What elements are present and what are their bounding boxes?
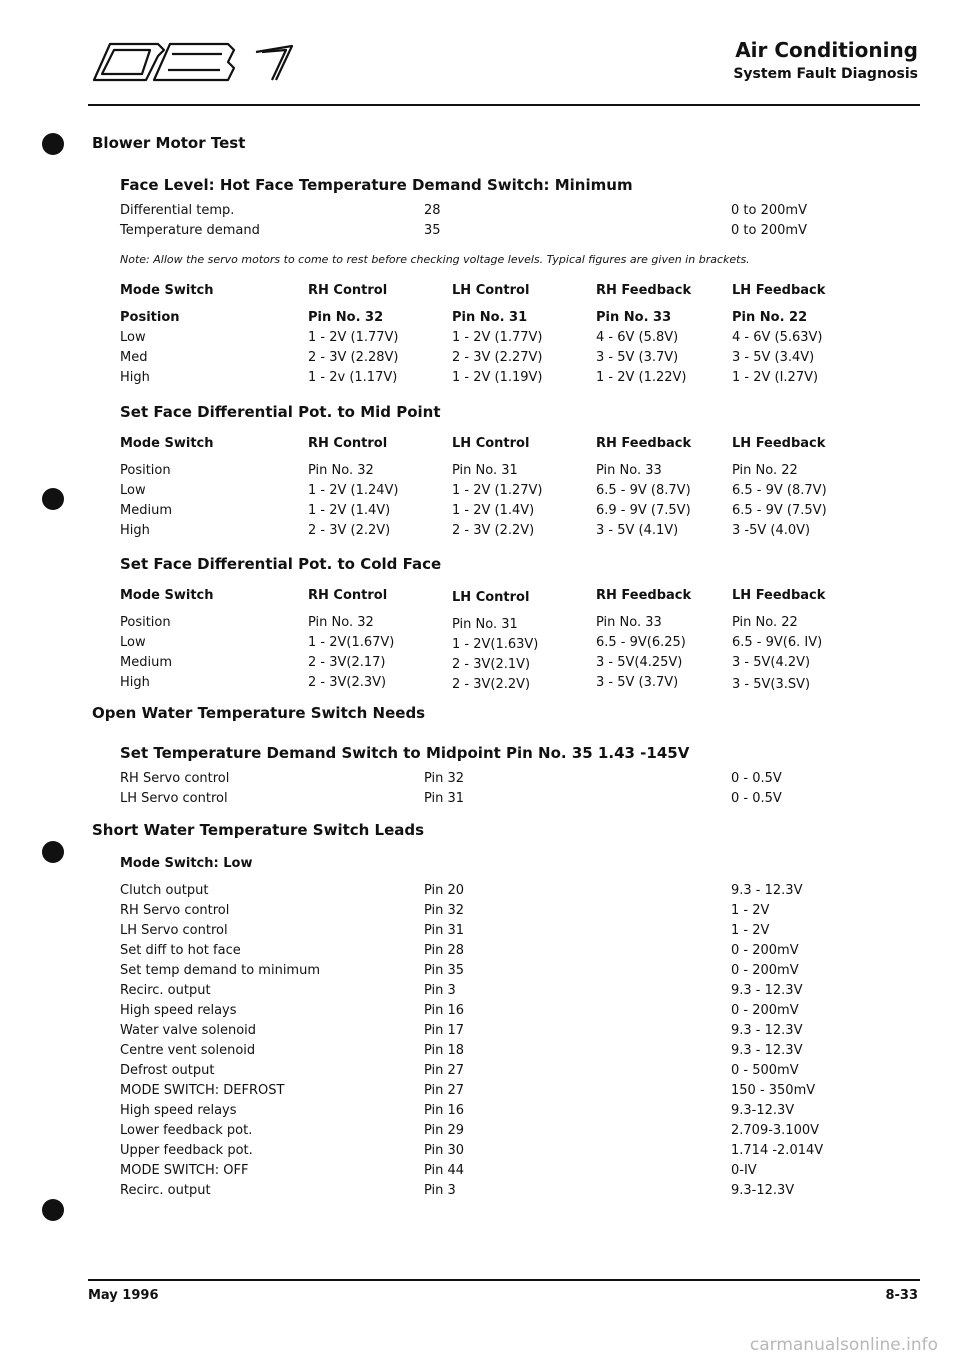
table-cell: High [120,370,150,385]
item-label: Lower feedback pot. [120,1123,253,1138]
item-value: 0 - 200mV [731,963,799,978]
col-rh-feedback: RH Feedback [596,283,692,298]
table-cell: 2 - 3V (2.2V) [308,523,391,538]
item-value: 0 - 0.5V [731,791,782,806]
item-value: 9.3 - 12.3V [731,883,803,898]
item-value: 0-IV [731,1163,757,1178]
col-lh-feedback: LH Feedback [732,588,826,603]
rh-feedback-pin: Pin No. 33 [596,310,672,325]
header-rule [88,104,920,106]
face-level-pin: 35 [424,223,441,238]
table-cell: 6.5 - 9V(6.25) [596,635,686,650]
table-cell: 2 - 3V (2.28V) [308,350,399,365]
col-rh-feedback: RH Feedback [596,588,692,603]
section-title: Air Conditioning [735,38,918,62]
rh-control-pin: Pin No. 32 [308,310,384,325]
item-value: 150 - 350mV [731,1083,816,1098]
table-cell: 3 - 5V (4.1V) [596,523,679,538]
item-pin: Pin 3 [424,983,456,998]
item-pin: Pin 18 [424,1043,465,1058]
binder-hole [42,133,64,155]
item-label: Defrost output [120,1063,215,1078]
table-cell: 3 - 5V(4.25V) [596,655,683,670]
table-cell: 6.5 - 9V (7.5V) [732,503,827,518]
table-cell: 1 - 2V (1.77V) [452,330,543,345]
col-mode-switch: Mode Switch [120,588,214,603]
lh-feedback-pin: Pin No. 22 [732,310,808,325]
item-pin: Pin 35 [424,963,465,978]
table-cell: 3 - 5V (3.4V) [732,350,815,365]
lh-feedback-pin: Pin No. 22 [732,463,798,478]
item-pin: Pin 32 [424,903,465,918]
item-pin: Pin 44 [424,1163,465,1178]
col-rh-feedback: RH Feedback [596,436,692,451]
item-value: 9.3 - 12.3V [731,983,803,998]
item-value: 1 - 2V [731,903,770,918]
col-lh-feedback: LH Feedback [732,436,826,451]
section-subtitle: System Fault Diagnosis [733,66,918,82]
table-cell: 1 - 2V (1.27V) [452,483,543,498]
table-cell: High [120,675,150,690]
item-value: 2.709-3.100V [731,1123,820,1138]
face-level-value: 0 to 200mV [731,223,807,238]
col-lh-control: LH Control [452,436,530,451]
item-label: Recirc. output [120,983,211,998]
item-label: RH Servo control [120,903,230,918]
table-cell: 1 - 2V (1.19V) [452,370,543,385]
binder-hole [42,841,64,863]
col-mode-switch: Mode Switch [120,436,214,451]
table-cell: Medium [120,655,172,670]
item-label: Upper feedback pot. [120,1143,253,1158]
table-cell: 3 - 5V (3.7V) [596,675,679,690]
col-rh-control: RH Control [308,588,388,603]
item-label: RH Servo control [120,771,230,786]
item-pin: Pin 16 [424,1103,465,1118]
table-cell: 3 - 5V(4.2V) [732,655,811,670]
item-pin: Pin 27 [424,1063,465,1078]
lh-control-pin: Pin No. 31 [452,463,518,478]
col-rh-control: RH Control [308,283,388,298]
table-cell: Med [120,350,148,365]
item-value: 9.3-12.3V [731,1183,795,1198]
item-pin: Pin 30 [424,1143,465,1158]
item-value: 1 - 2V [731,923,770,938]
table-cell: 6.9 - 9V (7.5V) [596,503,691,518]
table-cell: 1 - 2V(1.63V) [452,637,539,652]
table-cell: Low [120,483,146,498]
item-value: 9.3-12.3V [731,1103,795,1118]
item-label: High speed relays [120,1003,237,1018]
table-cell: 6.5 - 9V(6. IV) [732,635,823,650]
rh-control-pin: Pin No. 32 [308,463,374,478]
item-label: Set diff to hot face [120,943,241,958]
footer-date: May 1996 [88,1288,159,1303]
position-label: Position [120,310,180,325]
db7-logo [88,40,348,84]
cold-face-heading: Set Face Differential Pot. to Cold Face [120,555,442,573]
table-cell: 1 - 2V (1.24V) [308,483,399,498]
position-label: Position [120,615,171,630]
item-label: Set temp demand to minimum [120,963,321,978]
table-cell: 4 - 6V (5.63V) [732,330,823,345]
lh-feedback-pin: Pin No. 22 [732,615,798,630]
page-number: 8-33 [885,1288,918,1303]
table-cell: High [120,523,150,538]
item-pin: Pin 31 [424,923,465,938]
item-value: 0 - 500mV [731,1063,799,1078]
item-label: Clutch output [120,883,209,898]
table-cell: Low [120,330,146,345]
table-cell: 1 - 2V (1.4V) [308,503,391,518]
item-pin: Pin 17 [424,1023,465,1038]
footer-rule [88,1279,920,1281]
binder-hole [42,1199,64,1221]
table-cell: 1 - 2V (1.77V) [308,330,399,345]
watermark: carmanualsonline.info [749,1335,938,1355]
table-cell: Low [120,635,146,650]
face-level-label: Differential temp. [120,203,235,218]
item-pin: Pin 27 [424,1083,465,1098]
lh-control-pin: Pin No. 31 [452,617,518,632]
binder-hole [42,488,64,510]
table-cell: Medium [120,503,172,518]
table-cell: 3 - 5V(3.SV) [732,677,811,692]
table-cell: 2 - 3V (2.27V) [452,350,543,365]
table-cell: 6.5 - 9V (8.7V) [596,483,691,498]
item-pin: Pin 32 [424,771,465,786]
item-pin: Pin 3 [424,1183,456,1198]
lh-control-pin: Pin No. 31 [452,310,528,325]
item-label: High speed relays [120,1103,237,1118]
item-label: LH Servo control [120,791,228,806]
col-rh-control: RH Control [308,436,388,451]
open-water-heading: Open Water Temperature Switch Needs [92,704,426,722]
face-level-value: 0 to 200mV [731,203,807,218]
position-label: Position [120,463,171,478]
rh-feedback-pin: Pin No. 33 [596,463,662,478]
item-pin: Pin 29 [424,1123,465,1138]
item-label: MODE SWITCH: DEFROST [120,1083,285,1098]
table-cell: 2 - 3V(2.1V) [452,657,531,672]
table-cell: 2 - 3V(2.3V) [308,675,387,690]
item-label: Water valve solenoid [120,1023,257,1038]
table-cell: 1 - 2V (I.27V) [732,370,819,385]
mode-low-heading: Mode Switch: Low [120,856,253,871]
item-value: 9.3 - 12.3V [731,1023,803,1038]
table-cell: 2 - 3V (2.2V) [452,523,535,538]
short-water-heading: Short Water Temperature Switch Leads [92,821,425,839]
table-cell: 3 - 5V (3.7V) [596,350,679,365]
table-cell: 1 - 2v (1.17V) [308,370,398,385]
item-label: Centre vent solenoid [120,1043,256,1058]
table-cell: 1 - 2V(1.67V) [308,635,395,650]
face-level-pin: 28 [424,203,441,218]
mid-point-heading: Set Face Differential Pot. to Mid Point [120,403,441,421]
rh-control-pin: Pin No. 32 [308,615,374,630]
item-pin: Pin 31 [424,791,465,806]
set-temp-heading: Set Temperature Demand Switch to Midpoint Pin No. 35 1.43 -145V [120,744,690,762]
col-lh-control: LH Control [452,283,530,298]
item-label: MODE SWITCH: OFF [120,1163,249,1178]
table-cell: 6.5 - 9V (8.7V) [732,483,827,498]
col-lh-control: LH Control [452,590,530,605]
col-mode-switch: Mode Switch [120,283,214,298]
face-level-label: Temperature demand [120,223,260,238]
col-lh-feedback: LH Feedback [732,283,826,298]
item-pin: Pin 28 [424,943,465,958]
table-cell: 2 - 3V(2.2V) [452,677,531,692]
table-cell: 3 -5V (4.0V) [732,523,811,538]
item-pin: Pin 16 [424,1003,465,1018]
table-cell: 1 - 2V (1.22V) [596,370,687,385]
item-label: Recirc. output [120,1183,211,1198]
item-value: 1.714 -2.014V [731,1143,824,1158]
rh-feedback-pin: Pin No. 33 [596,615,662,630]
table-cell: 2 - 3V(2.17) [308,655,386,670]
table-cell: 1 - 2V (1.4V) [452,503,535,518]
item-pin: Pin 20 [424,883,465,898]
item-value: 0 - 200mV [731,943,799,958]
item-value: 9.3 - 12.3V [731,1043,803,1058]
note-text: Note: Allow the servo motors to come to rest before checking voltage levels. Typical figures are given in brackets. [120,253,750,266]
item-value: 0 - 200mV [731,1003,799,1018]
item-label: LH Servo control [120,923,228,938]
blower-motor-heading: Blower Motor Test [92,134,246,152]
item-value: 0 - 0.5V [731,771,782,786]
table-cell: 4 - 6V (5.8V) [596,330,679,345]
face-level-heading: Face Level: Hot Face Temperature Demand Switch: Minimum [120,176,633,194]
